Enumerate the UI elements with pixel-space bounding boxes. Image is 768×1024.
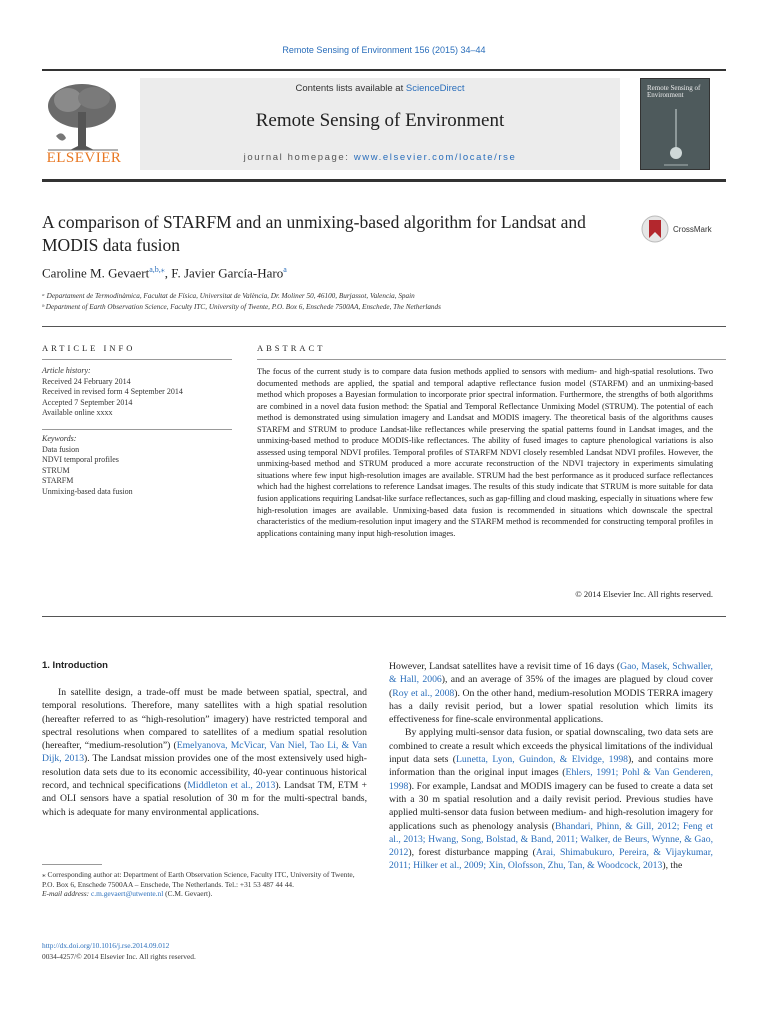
contents-prefix: Contents lists available at bbox=[295, 83, 404, 94]
text-run: ), and an average of 35% of the images are plagued by cloud cover ( bbox=[389, 674, 714, 699]
body-divider bbox=[42, 616, 726, 617]
keyword-item: Data fusion bbox=[42, 444, 80, 454]
article-title: A comparison of STARFM and an unmixing-based algorithm for Landsat and MODIS data fusion bbox=[42, 212, 586, 255]
text-run: ). On the other hand, medium-resolution MODIS TERRA imagery has a daily revisit period, but a lower spatial resolution which limits its effectiveness for fine-scale environmental applications. bbox=[389, 687, 713, 726]
keyword-item: STRUM bbox=[42, 465, 70, 475]
author-name[interactable]: Caroline M. Gevaert bbox=[42, 265, 150, 281]
body-paragraph bbox=[389, 726, 713, 872]
author-name[interactable]: F. Javier García-Haro bbox=[171, 265, 284, 281]
keywords-label: Keywords: bbox=[42, 434, 77, 443]
keywords-list bbox=[42, 434, 232, 497]
cover-title: Remote Sensing of Environment bbox=[647, 84, 701, 99]
author-affiliation-marker[interactable]: a,b, bbox=[149, 265, 161, 274]
masthead-bottom-rule bbox=[42, 179, 726, 182]
homepage-prefix: journal homepage: bbox=[243, 152, 350, 163]
text-run: ), forest disturbance mapping ( bbox=[408, 847, 536, 859]
crossmark-badge[interactable] bbox=[641, 214, 731, 246]
keyword-item: STARFM bbox=[42, 476, 74, 485]
body-column-left bbox=[42, 686, 367, 819]
elsevier-wordmark: ELSEVIER bbox=[46, 150, 122, 166]
footnote-email-line bbox=[42, 889, 367, 899]
citation-link[interactable]: Emelyanova, McVicar, Van Niel, Tao Li, & Van Dijk, 2013 bbox=[42, 740, 368, 765]
masthead-banner bbox=[140, 78, 620, 170]
text-run: In satellite design, a trade-off must be made between spatial, spectral, and temporal resolutions. Therefore, many satellites with a high spatial resolution (hereafter referred to as “high-resolution” imagery) have restricted temporal and spectral resolutions when compared to satellites of a medium spatial resolution (hereafter, “medium-resolution”) ( bbox=[42, 687, 367, 752]
text-run: ), and contains more information than the original input images ( bbox=[389, 754, 714, 779]
text-run: By applying multi-sensor data fusion, or spatial downscaling, two data sets are combined to create a result which exceeds the physical limitations of the individual input data sets ( bbox=[389, 727, 713, 766]
email-link[interactable]: c.m.gevaert@utwente.nl bbox=[91, 889, 164, 898]
article-info-heading: ARTICLE INFO bbox=[42, 343, 136, 353]
keyword-item: Unmixing-based data fusion bbox=[42, 486, 133, 496]
journal-reference-link[interactable]: Remote Sensing of Environment 156 (2015) 34–44 bbox=[282, 45, 486, 55]
page-footer bbox=[42, 940, 196, 962]
history-item: Received 24 February 2014 bbox=[42, 376, 131, 386]
section-divider bbox=[42, 326, 726, 327]
masthead-top-rule bbox=[42, 69, 726, 71]
journal-homepage-line bbox=[140, 152, 620, 163]
keyword-item: NDVI temporal profiles bbox=[42, 455, 119, 464]
text-run: However, Landsat satellites have a revisit time of 16 days ( bbox=[389, 661, 621, 672]
cover-graphic-icon bbox=[661, 109, 691, 167]
history-item: Available online xxxx bbox=[42, 408, 113, 417]
doi-link[interactable]: http://dx.doi.org/10.1016/j.rse.2014.09.012 bbox=[42, 941, 170, 950]
citation-link[interactable]: Lunetta, Lyon, Guindon, & Elvidge, 1998 bbox=[455, 754, 629, 766]
body-paragraph bbox=[42, 686, 367, 819]
body-paragraph bbox=[389, 660, 713, 726]
citation-link[interactable]: Roy et al., 2008 bbox=[392, 687, 455, 699]
text-run: ). The Landsat mission provides one of the most extensively used high-resolution data sets due to its economic accessibility, 40-year continuous historical record, and technical specifications ( bbox=[42, 753, 367, 792]
text-run: ). For example, Landsat and MODIS imagery can be fused to create a data set with a 30 m spatial resolution and a daily revisit period. Previous studies have applied multi-sensor data fusion between medium- and high-resolution imagery for applications such as phenology analysis ( bbox=[389, 780, 713, 832]
footnote-rule bbox=[42, 864, 102, 865]
author-list bbox=[42, 265, 287, 281]
author-affiliation-marker[interactable]: a bbox=[283, 265, 287, 274]
email-suffix: (C.M. Gevaert). bbox=[165, 889, 213, 898]
crossmark-label: CrossMark bbox=[673, 225, 712, 234]
corresponding-author-marker[interactable]: ⁎ bbox=[160, 265, 165, 274]
citation-link[interactable]: Middleton et al., 2013 bbox=[187, 780, 276, 792]
section-heading-introduction: 1. Introduction bbox=[42, 660, 108, 671]
body-column-right bbox=[389, 660, 713, 873]
citation-link[interactable]: Bhandari, Phinn, & Gill, 2012; Feng et al., 2013; Hwang, Song, Bolstad, & Band, 2011; Walker, de Beurs, Wynne, & Gao, 2012 bbox=[389, 820, 713, 859]
affiliation-b: ᵇ Department of Earth Observation Science, Faculty ITC, University of Twente, P.O. Box 6, Enschede 7500AA, Enschede, The Netherlands bbox=[42, 303, 441, 311]
journal-title: Remote Sensing of Environment bbox=[255, 110, 505, 131]
abstract-body: The focus of the current study is to compare data fusion methods applied to sensors with medium- and high-spatial resolutions. Two documented methods are applied, the spatial and temporal adaptive reflectance fusion model (STARFM) and an unmixing-based method which proposes a Bayesian formulation to incorporate prior spectral information. Furthermore, the strengths of both algorithms are combined in a novel data fusion method: the Spatial and Temporal Reflectance Unmixing Model (STRUM). The potential of each method is demonstrated using simulation imagery and Landsat and MODIS imagery. The theoretical basis of the algorithms causes STARFM and STRUM to produce Landsat-like reflectances while preserving the spatial patterns found in Landsat images, and the unmixing-based method to produce MODIS-like reflectances. The ability of fused images to capture phenological variations is also assessed using temporal NDVI profiles. Temporal profiles of STARFM NDVI closely resembled Landsat NDVI profiles. However, the unmixing-based method and STRUM produced a more accurate reconstruction of the NDVI trajectory in experiments simulating situations where few input high-resolution images are available. STRUM had the best performance as it produced surface reflectances which had the highest correlations to reference Landsat images. The results of this study indicate that STRUM is more suitable for data fusion applications requiring Landsat-like surface reflectances, such as gap-filling and cloud masking, especially in situations where few high-resolution images are available. Unmixing-based data fusion is recommended in situations which downscale the spectral characteristics of the medium-resolution input imagery and the STARFM method is recommended for constructing temporal profiles in applications containing many input high-resolution images. bbox=[257, 367, 713, 538]
corresponding-author-footnote bbox=[42, 870, 367, 899]
text-run: ). Landsat TM, ETM + and OLI sensors have a spatial resolution of 30 m for the multi-spectral bands, which is adequate for many environmental applications. bbox=[42, 780, 367, 818]
abstract-heading: ABSTRACT bbox=[257, 343, 326, 353]
affiliation-a: ᵃ Departament de Termodinàmica, Facultat de Física, Universitat de València, Dr. Moliner 50, 46100, Burjassot, Valencia, Spain bbox=[42, 292, 415, 300]
contents-availability-line bbox=[140, 83, 620, 94]
author-separator: , bbox=[164, 265, 172, 281]
email-label: E-mail address: bbox=[42, 889, 90, 898]
text-run: ), the bbox=[662, 860, 683, 872]
footnote-text: ⁎ Corresponding author at: Department of Earth Observation Science, Faculty ITC, University of Twente, P.O. Box 6, Enschede 7500AA – Enschede, The Netherlands. Tel.: +31 53 487 44 44. bbox=[42, 870, 355, 889]
history-item: Received in revised form 4 September 2014 bbox=[42, 387, 183, 396]
issn-line: 0034-4257/© 2014 Elsevier Inc. All rights reserved. bbox=[42, 952, 196, 961]
crossmark-icon bbox=[641, 214, 669, 244]
citation-link[interactable]: Arai, Shimabukuro, Pereira, & Vijaykumar, 2011; Hilker et al., 2009; Xin, Olofsson, Zhu, Tan, & Woodcock, 2013 bbox=[389, 847, 713, 872]
keywords-rule bbox=[42, 429, 232, 430]
abstract-rule bbox=[257, 359, 726, 360]
article-history bbox=[42, 366, 232, 419]
history-label: Article history: bbox=[42, 366, 91, 375]
journal-homepage-link[interactable]: www.elsevier.com/locate/rse bbox=[353, 152, 517, 163]
abstract-copyright: © 2014 Elsevier Inc. All rights reserved. bbox=[575, 589, 713, 599]
citation-link[interactable]: Ehlers, 1991; Pohl & Van Genderen, 1998 bbox=[389, 767, 713, 792]
history-item: Accepted 7 September 2014 bbox=[42, 397, 133, 407]
article-info-rule bbox=[42, 359, 232, 360]
citation-link[interactable]: Gao, Masek, Schwaller, & Hall, 2006 bbox=[389, 661, 713, 686]
sciencedirect-link[interactable]: ScienceDirect bbox=[405, 83, 465, 94]
journal-cover-thumbnail[interactable] bbox=[640, 78, 710, 170]
